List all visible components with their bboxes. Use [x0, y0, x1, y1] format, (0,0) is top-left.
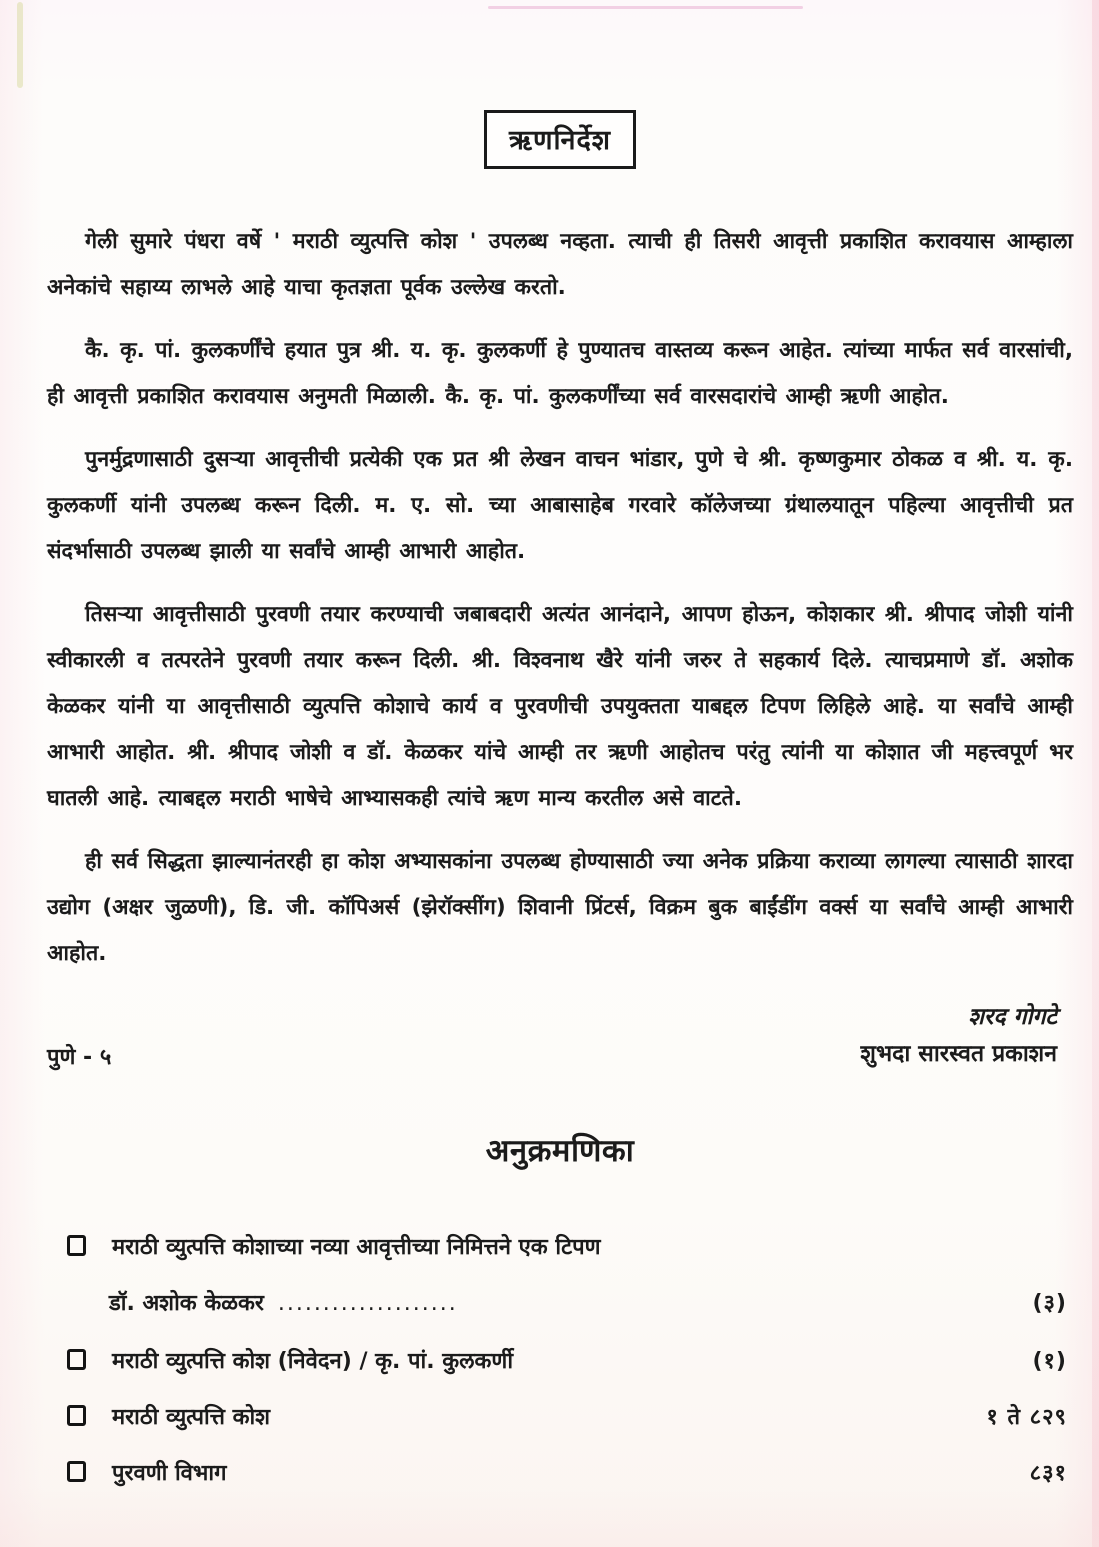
paragraph-5: ही सर्व सिद्धता झाल्यानंतरही हा कोश अभ्यासकांना उपलब्ध होण्यासाठी ज्या अनेक प्रक्रिया कराव्या लागल्या त्यासाठी शारदा उद्योग (अक्षर जुळणी), डि. जी. कॉपिअर्स (झेरॉक्सींग) शिवानी प्रिंटर्स, विक्रम बुक बाईंडींग वर्क्स या सर्वांचे आम्ही आभारी आहोत.	[47, 849, 1073, 966]
table-of-contents	[47, 1233, 1073, 1489]
paragraph-4: तिसऱ्या आवृत्तीसाठी पुरवणी तयार करण्याची जबाबदारी अत्यंत आनंदाने, आपण होऊन, कोशकार श्री. श्रीपाद जोशी यांनी स्वीकारली व तत्परतेने पुरवणी तयार करून दिली. श्री. विश्वनाथ खैरे यांनी जरुर ते सहकार्य दिले. त्याचप्रमाणे डॉ. अशोक केळकर यांनी या आवृत्तीसाठी व्युत्पत्ति कोशाचे कार्य व पुरवणीची उपयुक्तता याबद्दल टिपण लिहिले आहे. या सर्वांचे आम्ही आभारी आहोत. श्री. श्रीपाद जोशी व डॉ. केळकर यांचे आम्ही तर ऋणी आहोतच परंतु त्यांनी या कोशात जी महत्त्वपूर्ण भर घातली आहे. त्याबद्दल मराठी भाषेचे आभ्यासकही त्यांचे ऋण मान्य करतील असे वाटते.	[47, 602, 1073, 811]
toc-page-number: ८३१	[1029, 1461, 1067, 1486]
signature-row	[47, 999, 1073, 1073]
paragraph-1: गेली सुमारे पंधरा वर्षे ' मराठी व्युत्पत्ति कोश ' उपलब्ध नव्हता. त्याची ही तिसरी आवृत्ती प्रकाशित करावयास आम्हाला अनेकांचे सहाय्य लाभले आहे याचा कृतज्ञता पूर्वक उल्लेख करतो.	[47, 229, 1073, 300]
publisher-name: शुभदा सारस्वत प्रकाशन	[860, 1041, 1057, 1067]
acknowledgement-text	[47, 219, 1073, 977]
checkbox-bullet-icon	[67, 1461, 86, 1482]
toc-page-number: (१)	[1032, 1349, 1067, 1374]
toc-item-title: मराठी व्युत्पत्ति कोश	[112, 1405, 270, 1430]
checkbox-bullet-icon	[67, 1405, 86, 1426]
toc-item-author: डॉ. अशोक केळकर	[109, 1291, 264, 1316]
toc-item-3	[67, 1403, 1067, 1433]
toc-heading: अनुक्रमणिका	[485, 1133, 635, 1169]
toc-item-1-author-line	[109, 1289, 1067, 1319]
author-signature: शरद गोगटे	[968, 1004, 1057, 1030]
title-wrapper	[47, 110, 1073, 169]
toc-page-number: (३)	[1032, 1291, 1067, 1316]
toc-item-title: पुरवणी विभाग	[112, 1461, 227, 1486]
page-title: ऋणनिर्देश	[484, 110, 636, 169]
toc-leader-dots: ....................	[277, 1291, 458, 1316]
paragraph-3: पुनर्मुद्रणासाठी दुसऱ्या आवृत्तीची प्रत्येकी एक प्रत श्री लेखन वाचन भांडार, पुणे चे श्री. कृष्णकुमार ठोकळ व श्री. य. कृ. कुलकर्णी यांनी उपलब्ध करून दिली. म. ए. सो. च्या आबासाहेब गरवारे कॉलेजच्या ग्रंथालयातून पहिल्या आवृत्तीची प्रत संदर्भासाठी उपलब्ध झाली या सर्वांचे आम्ही आभारी आहोत.	[47, 447, 1073, 564]
toc-item-4	[67, 1459, 1067, 1489]
checkbox-bullet-icon	[67, 1349, 86, 1370]
toc-item-1	[67, 1233, 1067, 1263]
paragraph-2: कै. कृ. पां. कुलकर्णींचे हयात पुत्र श्री. य. कृ. कुलकर्णी हे पुण्यातच वास्तव्य करून आहेत. त्यांच्या मार्फत सर्व वारसांची, ही आवृत्ती प्रकाशित करावयास अनुमती मिळाली. कै. कृ. पां. कुलकर्णींच्या सर्व वारसदारांचे आम्ही ऋणी आहोत.	[47, 338, 1073, 409]
checkbox-bullet-icon	[67, 1235, 86, 1256]
toc-item-2	[67, 1347, 1067, 1377]
toc-page-number: १ ते ८२९	[986, 1405, 1067, 1430]
signature-block	[861, 999, 1058, 1073]
toc-item-title: मराठी व्युत्पत्ति कोशाच्या नव्या आवृत्तीच्या निमित्तने एक टिपण	[112, 1235, 601, 1260]
place-line: पुणे - ५	[47, 1045, 112, 1070]
toc-item-title: मराठी व्युत्पत्ति कोश (निवेदन) / कृ. पां. कुलकर्णी	[112, 1349, 514, 1374]
